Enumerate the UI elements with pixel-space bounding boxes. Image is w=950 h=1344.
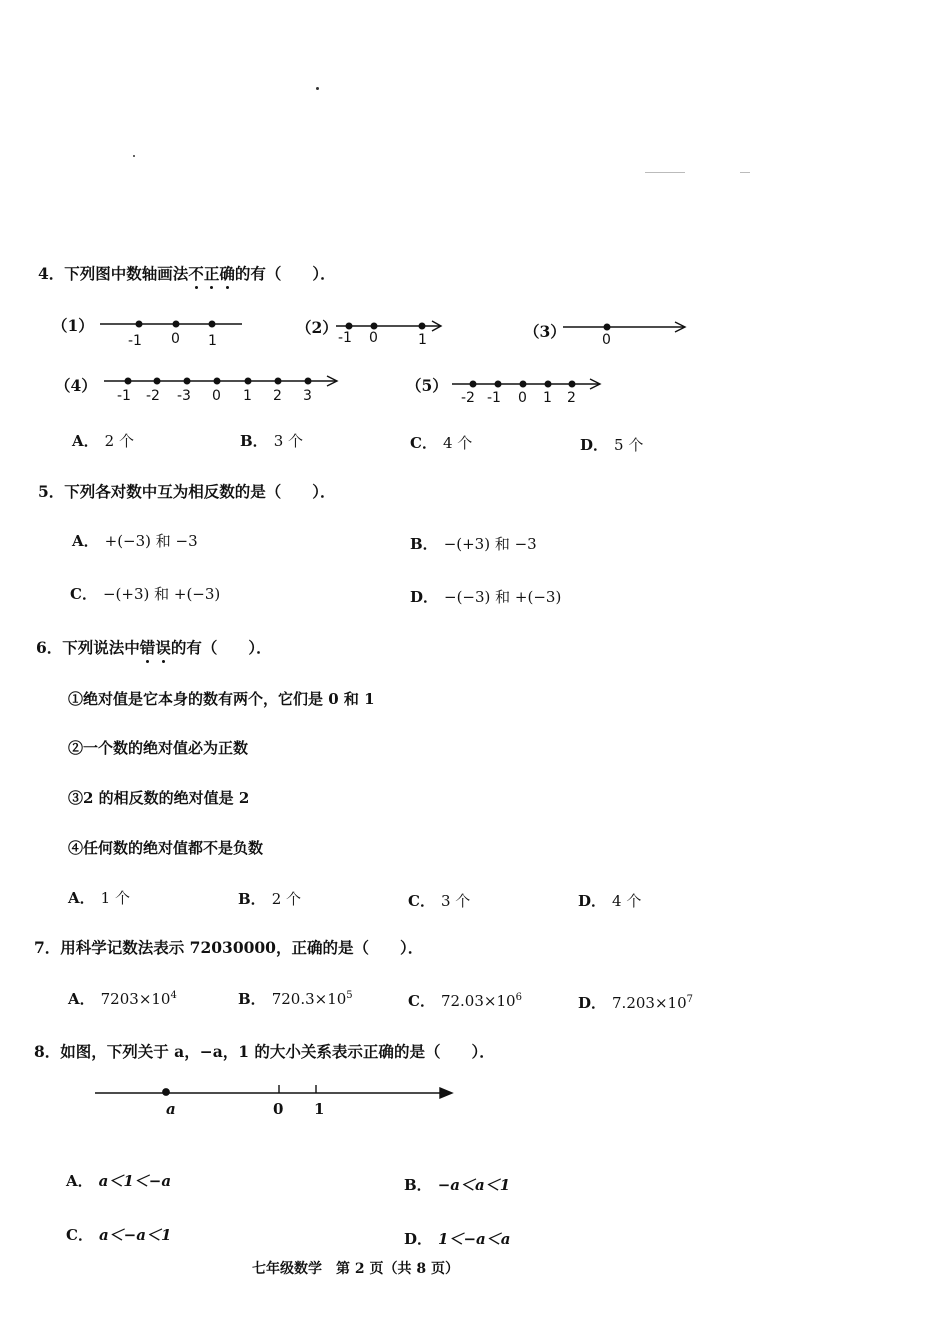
q4-stem-pre: 4．下列图中数轴画法 [38, 264, 189, 283]
option-exponent: 4 [170, 990, 177, 1001]
fig2-tick-label: 0 [369, 330, 378, 346]
option-exponent: 7 [686, 994, 693, 1005]
fig5-tick-label: -2 [461, 390, 475, 406]
q5-option-a[interactable] [72, 530, 198, 551]
option-letter: C． [410, 434, 437, 452]
option-base: 720.3×10 [271, 990, 347, 1008]
fig5-point [470, 381, 476, 387]
fig4-tick-label: 3 [303, 388, 312, 404]
option-letter: D． [410, 588, 439, 606]
q8-label-zero: 0 [273, 1100, 284, 1118]
option-letter: D． [578, 994, 607, 1012]
fig2-point [419, 323, 425, 329]
q6-statement-4: ④任何数的绝对值都不是负数 [68, 839, 264, 857]
emphasis-char: 正 [203, 264, 220, 283]
option-exponent: 5 [346, 990, 353, 1001]
option-text: 1＜−a＜a [438, 1230, 511, 1248]
emphasis-char: 误 [155, 638, 171, 657]
q4-option-c[interactable] [410, 432, 472, 453]
fig1-tick-label: -1 [128, 333, 142, 349]
q6-stem-pre: 6．下列说法中 [36, 638, 140, 657]
fig5-tick-label: -1 [487, 390, 501, 406]
q8-arrow-icon [440, 1088, 452, 1098]
q8-stem: 8．如图，下列关于 a，−a，1 的大小关系表示正确的是（ ）． [34, 1042, 495, 1061]
fig3-point [604, 324, 610, 330]
option-base: 7.203×10 [612, 994, 687, 1012]
option-letter: C． [66, 1226, 93, 1244]
q6-option-c[interactable] [408, 890, 470, 911]
option-letter: A． [66, 1172, 93, 1190]
fig1-point [136, 321, 142, 327]
option-letter: A． [68, 990, 95, 1008]
q6-statement-1: ①绝对值是它本身的数有两个，它们是 0 和 1 [68, 690, 375, 708]
fig4-tick-label: -1 [117, 388, 131, 404]
q6-option-d[interactable] [578, 890, 641, 911]
fig4-point [214, 378, 220, 384]
fig2-tick-label: -1 [338, 330, 352, 346]
fig2-point [371, 323, 377, 329]
option-text: 1 个 [100, 889, 130, 907]
fig1-point [173, 321, 179, 327]
q7-option-c[interactable] [408, 990, 522, 1011]
option-letter: B． [410, 535, 438, 553]
q4-option-d[interactable] [580, 434, 643, 455]
q5-option-b[interactable] [410, 533, 537, 554]
option-text: +(−3) 和 −3 [104, 532, 198, 550]
emphasis-char: 不 [188, 264, 204, 283]
option-text: 2 个 [271, 890, 301, 908]
fig4-point [305, 378, 311, 384]
q8-option-c[interactable] [66, 1224, 171, 1245]
option-text: a＜1＜−a [98, 1172, 172, 1190]
q8-point-a [163, 1089, 169, 1095]
fig4-tick-label: 2 [273, 388, 282, 404]
fig4-arrow-icon [327, 376, 337, 386]
scan-speck [740, 172, 750, 173]
q4-fig1-label: （1） [52, 316, 94, 335]
q4-option-a[interactable] [72, 430, 134, 451]
fig5-tick-label: 1 [543, 390, 552, 406]
option-text: −(+3) 和 −3 [443, 535, 537, 553]
option-text: 5 个 [614, 436, 644, 454]
option-letter: B． [238, 890, 266, 908]
fig4-point [245, 378, 251, 384]
fig4-tick-label: -3 [177, 388, 191, 404]
q6-stem [36, 636, 272, 658]
fig5-point [520, 381, 526, 387]
q6-statement-3: ③2 的相反数的绝对值是 2 [68, 789, 250, 807]
q4-stem-post: 的有（ ）． [234, 264, 336, 283]
option-base: 7203×10 [100, 990, 171, 1008]
option-letter: B． [404, 1176, 432, 1194]
option-letter: D． [578, 892, 607, 910]
scan-speck [316, 87, 319, 90]
option-letter: C． [408, 892, 435, 910]
fig4-point [154, 378, 160, 384]
scan-speck [645, 172, 685, 173]
fig4-tick-label: -2 [146, 388, 160, 404]
q4-stem-emph [188, 264, 235, 283]
fig1-tick-label: 1 [208, 333, 217, 349]
q4-stem [38, 262, 336, 284]
fig5-point [569, 381, 575, 387]
q8-label-a: a [166, 1100, 176, 1118]
option-text: 3 个 [273, 432, 303, 450]
option-letter: D． [580, 436, 609, 454]
q8-option-b[interactable] [404, 1174, 510, 1195]
fig5-tick-label: 2 [567, 390, 576, 406]
option-text: a＜−a＜1 [98, 1226, 172, 1244]
option-text: −(−3) 和 +(−3) [444, 588, 562, 606]
option-letter: B． [240, 432, 268, 450]
option-letter: A． [68, 889, 95, 907]
fig1-tick-label: 0 [171, 331, 180, 347]
fig2-tick-label: 1 [418, 332, 427, 348]
q6-stem-emph [140, 638, 171, 657]
option-exponent: 6 [515, 992, 522, 1003]
option-letter: A． [72, 532, 99, 550]
fig4-tick-label: 1 [243, 388, 252, 404]
q7-option-a[interactable] [68, 988, 177, 1009]
q5-option-c[interactable] [70, 583, 220, 604]
emphasis-char: 错 [139, 638, 156, 657]
option-letter: D． [404, 1230, 433, 1248]
fig5-point [495, 381, 501, 387]
fig4-point [184, 378, 190, 384]
option-text: 4 个 [442, 434, 473, 452]
q4-fig5-label: （5） [406, 376, 448, 395]
q6-statement-2: ②一个数的绝对值必为正数 [68, 739, 249, 757]
option-text: 3 个 [440, 892, 471, 910]
fig2-arrow-icon [432, 321, 441, 331]
option-letter: C． [408, 992, 435, 1010]
q7-option-d[interactable] [578, 992, 693, 1013]
page-footer: 七年级数学 第 2 页（共 8 页） [252, 1261, 459, 1277]
q4-option-b[interactable] [240, 430, 303, 451]
q8-label-one: 1 [314, 1100, 325, 1118]
emphasis-char: 确 [219, 264, 235, 283]
q4-fig4-label: （4） [55, 376, 97, 395]
scan-speck [133, 155, 135, 157]
q4-fig2-label: （2） [296, 318, 338, 337]
option-text: −a＜a＜1 [437, 1176, 511, 1194]
fig4-tick-label: 0 [212, 388, 221, 404]
q4-fig3-label: （3） [524, 322, 566, 341]
q6-stem-post: 的有（ ）． [170, 638, 272, 657]
fig3-arrow-icon [675, 322, 685, 332]
fig4-point [125, 378, 131, 384]
option-letter: C． [70, 585, 97, 603]
option-base: 72.03×10 [440, 992, 516, 1010]
option-text: 2 个 [104, 432, 134, 450]
option-text: −(+3) 和 +(−3) [102, 585, 221, 603]
q8-option-a[interactable] [66, 1170, 171, 1191]
q8-option-d[interactable] [404, 1228, 510, 1249]
fig2-point [346, 323, 352, 329]
q6-option-b[interactable] [238, 888, 301, 909]
q6-option-a[interactable] [68, 887, 130, 908]
q5-option-d[interactable] [410, 586, 561, 607]
q7-option-b[interactable] [238, 988, 353, 1009]
q7-stem: 7．用科学记数法表示 72030000，正确的是（ ）． [34, 938, 424, 957]
fig5-tick-label: 0 [518, 390, 527, 406]
q5-stem: 5．下列各对数中互为相反数的是（ ）． [38, 482, 336, 501]
fig5-point [545, 381, 551, 387]
option-letter: B． [238, 990, 266, 1008]
option-letter: A． [72, 432, 99, 450]
fig3-tick-label: 0 [602, 332, 611, 348]
option-text: 4 个 [612, 892, 642, 910]
fig1-point [209, 321, 215, 327]
fig5-arrow-icon [590, 379, 600, 389]
fig4-point [275, 378, 281, 384]
